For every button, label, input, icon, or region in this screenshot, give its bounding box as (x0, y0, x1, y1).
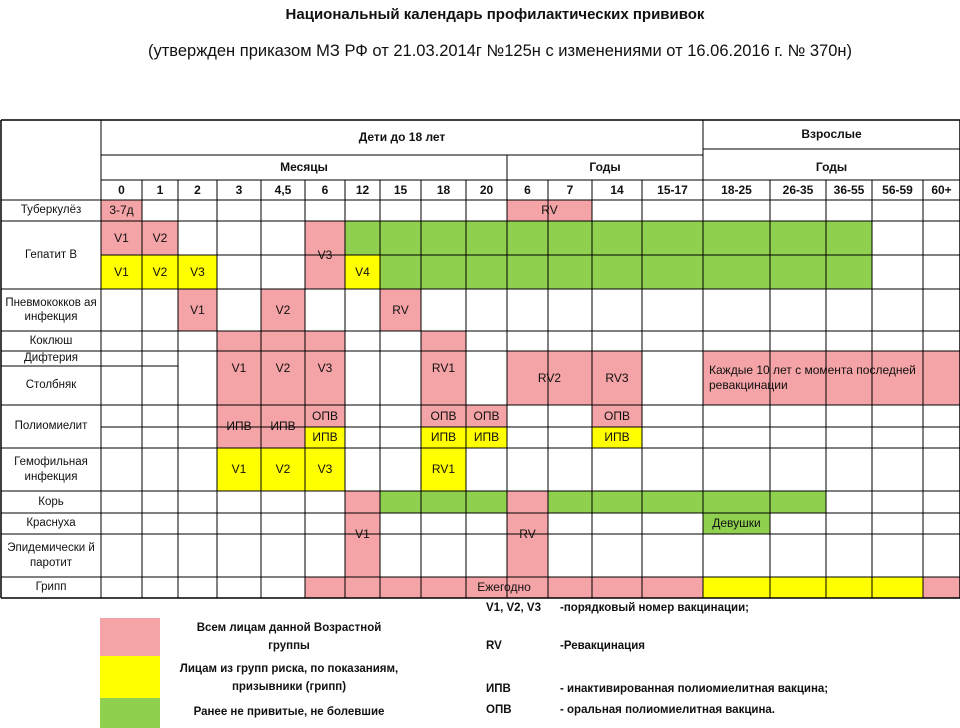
cell-dtp-v2: V2 (261, 331, 305, 405)
cell-dtp-v1: V1 (217, 331, 261, 405)
cell-hb-v3: V3 (305, 221, 345, 289)
cell-hib-v2: V2 (261, 448, 305, 491)
row-label-rubella: Краснуха (26, 517, 76, 530)
cell-polio-ipv-6: ИПВ (305, 427, 345, 448)
header-adults: Взрослые (801, 127, 862, 141)
cell-polio-opv-18: ОПВ (421, 405, 466, 427)
cell-mmr-rv: RV (507, 491, 548, 577)
header-age-11: 7 (566, 182, 574, 197)
cell-dtp-rv3: RV3 (592, 351, 642, 405)
legend-pink-swatch (100, 618, 160, 656)
legend-green-text: Ранее не привитые, не болевшие (193, 706, 385, 718)
cell-dtp-v3: V3 (305, 331, 345, 405)
cell-pn-v1: V1 (178, 289, 217, 331)
cell-polio-ipv-14: ИПВ (592, 427, 642, 448)
cell-polio-opv-20: ОПВ (466, 405, 507, 427)
legend-yellow-text: Лицам из групп риска, по показаниям, призывники (грипп) (179, 663, 399, 693)
header-age-9: 20 (479, 182, 494, 197)
cell-tb-rv: RV (507, 200, 592, 221)
row-label-polio: Полиомиелит (14, 420, 88, 433)
abbr-ipv: ИПВ (486, 683, 511, 695)
cell-polio-ipv-18: ИПВ (421, 427, 466, 448)
page-title: Национальный календарь профилактических прививок (285, 6, 705, 23)
header-age-18: 60+ (931, 182, 952, 197)
cell-adult-every-10-years: Каждые 10 лет с момента последней ревакцинации (703, 351, 960, 405)
cell-tb-0: 3-7д (101, 200, 142, 221)
header-age-1: 1 (156, 182, 164, 197)
cell-hb-risk-v1: V1 (101, 255, 142, 289)
row-label-measles: Корь (38, 495, 64, 508)
header-age-12: 14 (610, 182, 624, 197)
legend-green-swatch (100, 698, 160, 728)
cell-polio-opv-14: ОПВ (592, 405, 642, 427)
cell-hb-risk-v3: V3 (178, 255, 217, 289)
row-label-diphtheria: Дифтерия (23, 352, 78, 365)
cell-dtp-rv1: RV1 (421, 331, 466, 405)
abbr-opv: ОПВ (486, 704, 512, 716)
row-label-hib: Гемофильная инфекция (14, 456, 88, 483)
cell-rubella-girls: Девушки (703, 513, 770, 534)
cell-hib-v3: V3 (305, 448, 345, 491)
header-age-4: 4,5 (274, 182, 292, 197)
abbr-vaccination: V1, V2, V3 (486, 602, 541, 614)
abbr-revaccination-desc: -Ревакцинация (560, 640, 646, 652)
cell-flu-60plus (923, 577, 960, 598)
header-age-5: 6 (321, 182, 329, 197)
cell-polio-ipv-45: ИПВ (261, 405, 305, 448)
row-label-flu: Грипп (35, 581, 67, 594)
header-years-children: Годы (589, 160, 621, 174)
header-age-10: 6 (524, 182, 531, 197)
legend-yellow-swatch (100, 656, 160, 698)
cell-pn-v2: V2 (261, 289, 305, 331)
header-months: Месяцы (280, 160, 328, 174)
header-age-17: 56-59 (882, 182, 913, 197)
cell-pn-rv: RV (380, 289, 421, 331)
abbr-opv-desc: - оральная полиомиелитная вакцина. (560, 704, 775, 716)
header-age-7: 15 (393, 182, 408, 197)
row-label-pertussis: Коклюш (29, 334, 73, 347)
cell-hib-v1: V1 (217, 448, 261, 491)
cell-hb-green-catchup (380, 221, 872, 289)
cell-hb-green-12 (345, 221, 380, 255)
cell-polio-opv-6: ОПВ (305, 405, 345, 427)
cell-flu-yearly: Ежегодно (305, 577, 703, 598)
cell-flu-risk-adults (703, 577, 923, 598)
header-age-15: 26-35 (782, 182, 814, 197)
cell-hb-risk-v2: V2 (142, 255, 178, 289)
cell-measles-green-teens (548, 491, 826, 513)
header-age-13: 15-17 (657, 182, 688, 197)
cell-measles-green-children (380, 491, 507, 513)
header-age-8: 18 (436, 182, 451, 197)
header-age-2: 2 (194, 182, 201, 197)
legend-pink-text: Всем лицам данной Возрастной группы (196, 622, 382, 652)
row-label-mumps: Эпидемически й паротит (7, 542, 95, 569)
header-years-adults: Годы (815, 160, 848, 174)
cell-hb-risk-v4: V4 (345, 255, 380, 289)
abbr-vaccination-desc: -порядковый номер вакцинации; (560, 602, 749, 614)
cell-hb-v2: V2 (142, 221, 178, 255)
cell-hib-rv1: RV1 (421, 448, 466, 491)
header-age-16: 36-55 (833, 182, 865, 197)
header-children: Дети до 18 лет (358, 130, 446, 144)
header-age-0: 0 (118, 182, 125, 197)
row-label-hepatitis-b: Гепатит В (24, 248, 78, 261)
row-label-tuberculosis: Туберкулёз (20, 204, 82, 217)
cell-polio-ipv-3: ИПВ (217, 405, 261, 448)
header-age-3: 3 (235, 182, 243, 197)
abbr-revaccination: RV (486, 640, 502, 652)
header-age-6: 12 (355, 182, 370, 197)
cell-polio-ipv-20: ИПВ (466, 427, 507, 448)
cell-mmr-v1: V1 (345, 491, 380, 577)
abbr-ipv-desc: - инактивированная полиомиелитная вакцина; (560, 683, 829, 695)
row-label-pneumococcal: Пневмококков ая инфекция (5, 296, 97, 323)
header-age-14: 18-25 (721, 182, 752, 197)
cell-hb-v1: V1 (101, 221, 142, 255)
cell-dtp-rv2: RV2 (507, 351, 592, 405)
row-label-tetanus: Столбняк (25, 379, 77, 392)
page-subtitle: (утвержден приказом МЗ РФ от 21.03.2014г №125н с изменениями от 16.06.2016 г. № 370н) (147, 42, 852, 60)
